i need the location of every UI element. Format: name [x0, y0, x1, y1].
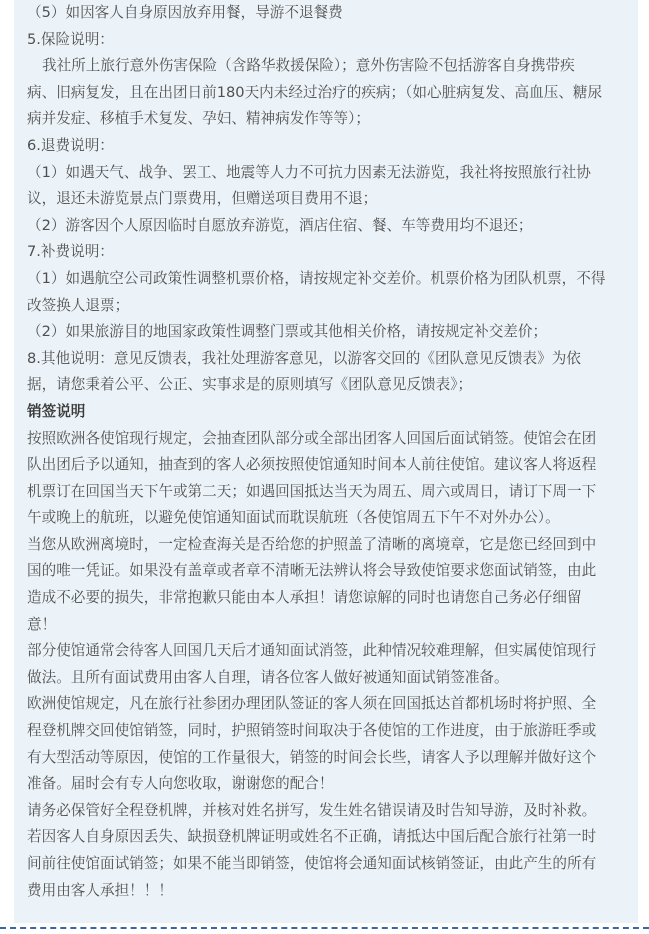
text-line: 欧洲使馆规定，凡在旅行社参团办理团队签证的客人须在回国抵达首都机场时将护照、全 — [27, 695, 597, 713]
text-line: 机票订在回国当天下午或第二天；如遇回国抵达当天为周五、周六或周日，请订下周一下 — [27, 482, 597, 500]
text-line: 请务必保管好全程登机牌，并核对姓名拼写，发生姓名错误请及时告知导游，及时补救。 — [27, 801, 597, 819]
text-line: 8.其他说明：意见反馈表，我社处理游客意见，以游客交回的《团队意见反馈表》为依 — [27, 349, 581, 367]
text-line: 间前往使馆面试销签；如果不能当即销签，使馆将会通知面试核销签证，由此产生的所有 — [27, 855, 597, 872]
text-line: （2）游客因个人原因临时自愿放弃游览，酒店住宿、餐、车等费用均不退还； — [27, 216, 533, 234]
text-line: 改签换人退票； — [27, 296, 130, 314]
text-line: 我社所上旅行意外伤害保险（含路华救援保险）；意外伤害险不包括游客自身携带疾 — [42, 57, 575, 75]
text-line: 程登机牌交回使馆销签，同时，护照销签时间取决于各使馆的工作进度，由于旅游旺季或 — [27, 722, 597, 740]
dashed-divider — [0, 927, 649, 929]
text-line: 部分使馆通常会待客人回国几天后才通知面试消签，此种情况较难理解，但实属使馆现行 — [27, 642, 597, 660]
text-line: 准备。届时会有专人向您收取，谢谢您的配合！ — [27, 775, 334, 793]
text-line: 7.补费说明： — [27, 243, 114, 261]
text-line: 病并发症、移植手术复发、孕妇、精神病发作等等）； — [27, 110, 370, 128]
text-line: 意！ — [27, 615, 57, 633]
text-line: （5）如因客人自身原因放弃用餐，导游不退餐费 — [27, 4, 343, 21]
document-panel — [14, 0, 638, 923]
text-line: 午或晚上的航班，以避免使馆通知面试而耽误航班（各使馆周五下午不对外办公）。 — [27, 509, 560, 527]
text-line: 费用由客人承担！！！ — [27, 881, 173, 899]
text-line: 据，请您秉着公平、公正、实事求是的原则填写《团队意见反馈表》； — [27, 376, 473, 394]
text-line: 国的唯一凭证。如果没有盖章或者章不清晰无法辨认将会导致使馆要求您面试销签，由此 — [27, 562, 597, 580]
text-line: 6.退费说明： — [27, 136, 114, 154]
text-line: 造成不必要的损失，非常抱歉只能由本人承担！请您谅解的同时也请您自己务必仔细留 — [27, 589, 582, 607]
text-line: 队出团后予以通知，抽查到的客人必须按照使馆通知时间本人前往使馆。建议客人将返程 — [27, 456, 597, 474]
text-line: 按照欧洲各使馆现行规定，会抽查团队部分或全部出团客人回国后面试销签。使馆会在团 — [27, 429, 597, 447]
text-line: 当您从欧洲离境时，一定检查海关是否给您的护照盖了清晰的离境章，它是您已经回到中 — [27, 535, 597, 553]
section-heading: 销签说明 — [27, 402, 86, 420]
text-line: 病、旧病复发，且在出团日前180天内未经过治疗的疾病；（如心脏病复发、高血压、糖尿 — [27, 83, 603, 101]
text-line: 做法。且所有面试费用由客人自理，请各位客人做好被通知面试销签准备。 — [27, 668, 509, 686]
text-line: 5.保险说明： — [27, 30, 114, 48]
text-line: 有大型活动等原因，使馆的工作量很大，销签的时间会长些，请客人予以理解并做好这个 — [27, 748, 597, 766]
text-line: 若因客人自身原因丢失、缺损登机牌证明或姓名不正确，请抵达中国后配合旅行社第一时 — [27, 828, 597, 846]
text-line: （2）如果旅游目的地国家政策性调整门票或其他相关价格，请按规定补交差价； — [27, 323, 548, 341]
text-line: （1）如遇航空公司政策性调整机票价格，请按规定补交差价。机票价格为团队机票，不得 — [27, 269, 606, 287]
text-line: 议，退还未游览景点门票费用，但赠送项目费用不退； — [27, 190, 378, 208]
text-line: （1）如遇天气、战争、罢工、地震等人力不可抗力因素无法游览，我社将按照旅行社协 — [27, 163, 591, 181]
